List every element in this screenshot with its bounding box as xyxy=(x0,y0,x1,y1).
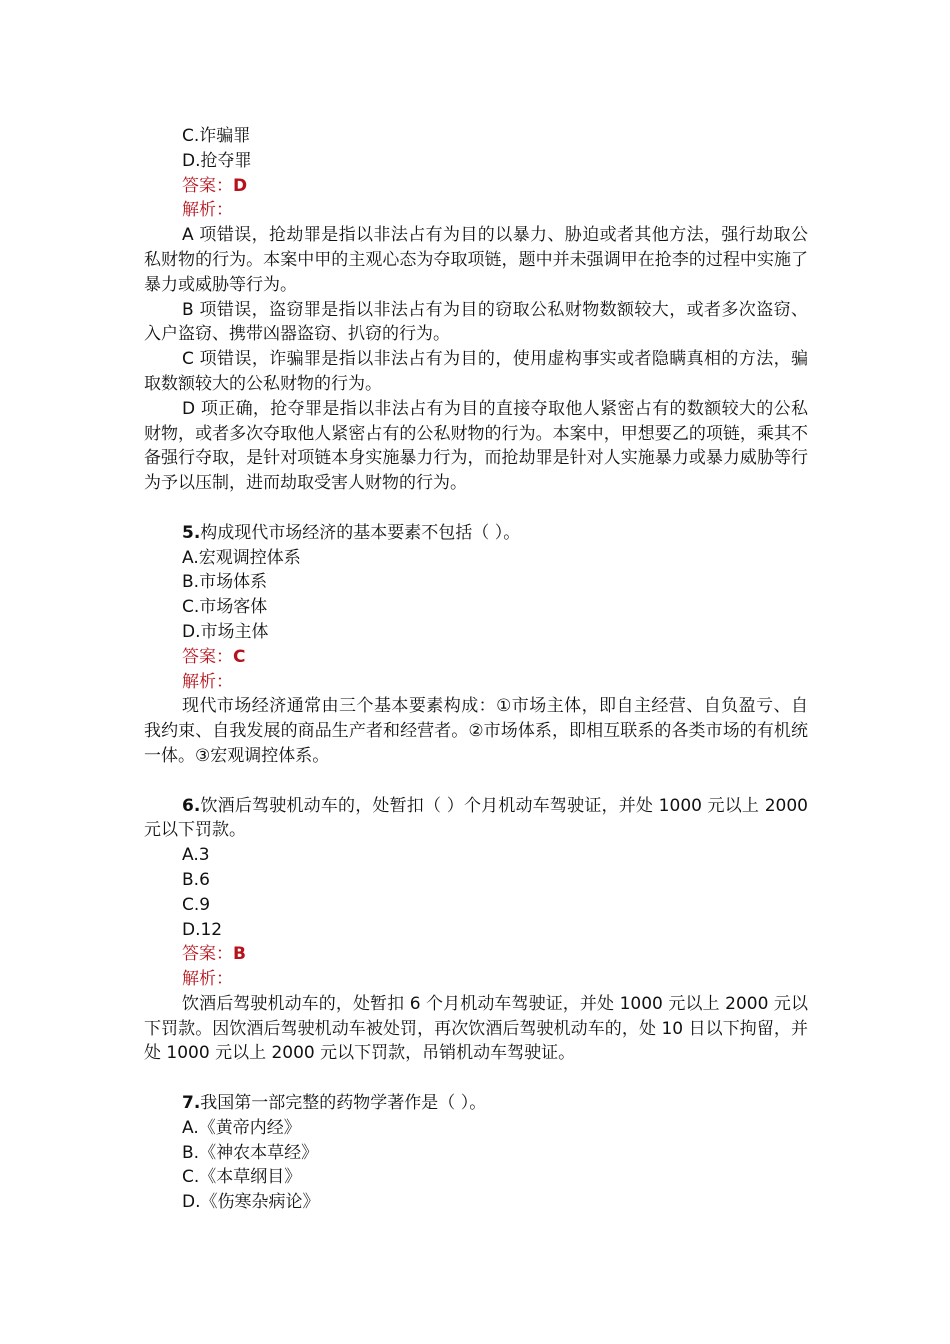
q6-option-b: B.6 xyxy=(182,869,210,890)
question-number: 5. xyxy=(182,522,201,543)
question-text: 饮酒后驾驶机动车的，处暂扣（ ）个月机动车驾驶证，并处 1000 元以上 2000 元以下罚款。 xyxy=(144,795,808,841)
q4-answer xyxy=(144,174,808,199)
question-number: 6. xyxy=(182,795,201,816)
q7-option-c: C.《本草纲目》 xyxy=(182,1167,302,1188)
answer-value: B xyxy=(233,944,246,965)
q6-analysis-label: 解析： xyxy=(182,969,233,990)
q5-option-b: B.市场体系 xyxy=(182,572,268,593)
q5-answer xyxy=(144,645,808,670)
question-text: 构成现代市场经济的基本要素不包括（ ）。 xyxy=(200,522,521,543)
answer-value: C xyxy=(233,646,246,667)
answer-label: 答案： xyxy=(182,175,233,196)
q4-analysis-d: D 项正确，抢夺罪是指以非法占有为目的直接夺取他人紧密占有的数额较大的公私财物，或者多次夺取他人紧密占有的公私财物的行为。本案中，甲想要乙的项链，乘其不备强行夺取，是针对项链本身实施暴力行为，而抢劫罪是针对人实施暴力或暴力威胁等行为予以压制，进而劫取受害人财物的行为。 xyxy=(144,398,808,494)
q5-option-a: A.宏观调控体系 xyxy=(182,547,301,568)
spacer xyxy=(144,1066,808,1091)
q6-analysis: 饮酒后驾驶机动车的，处暂扣 6 个月机动车驾驶证，并处 1000 元以上 2000 元以下罚款。因饮酒后驾驶机动车被处罚，再次饮酒后驾驶机动车的，处 10 日以下拘留，并处 1000 元以上 2000 元以下罚款，吊销机动车驾驶证。 xyxy=(144,993,808,1064)
q7-option-b: B.《神农本草经》 xyxy=(182,1142,319,1163)
document-content xyxy=(144,124,808,1215)
q6-option-c: C.9 xyxy=(182,894,211,915)
answer-label: 答案： xyxy=(182,646,233,667)
answer-label: 答案： xyxy=(182,944,233,965)
q6-option-d: D.12 xyxy=(182,919,223,940)
q7-stem xyxy=(144,1091,808,1116)
q5-analysis: 现代市场经济通常由三个基本要素构成：①市场主体，即自主经营、自负盈亏、自我约束、自我发展的商品生产者和经营者。②市场体系，即相互联系的各类市场的有机统一体。③宏观调控体系。 xyxy=(144,696,808,766)
q4-option-c: C.诈骗罪 xyxy=(182,126,251,146)
q4-analysis-label: 解析： xyxy=(182,200,233,221)
spacer xyxy=(144,769,808,794)
q5-stem xyxy=(144,521,808,546)
question-text: 我国第一部完整的药物学著作是（ ）。 xyxy=(200,1093,487,1114)
q5-option-c: C.市场客体 xyxy=(182,597,268,618)
q7-option-a: A.《黄帝内经》 xyxy=(182,1117,301,1138)
spacer xyxy=(144,496,808,521)
q6-option-a: A.3 xyxy=(182,845,210,866)
q6-stem xyxy=(144,794,808,844)
q5-analysis-label: 解析： xyxy=(182,671,233,692)
q6-answer xyxy=(144,942,808,967)
q4-analysis-a: A 项错误，抢劫罪是指以非法占有为目的以暴力、胁迫或者其他方法，强行劫取公私财物的行为。本案中甲的主观心态为夺取项链，题中并未强调甲在抢李的过程中实施了暴力或威胁等行为。 xyxy=(144,225,808,295)
answer-value: D xyxy=(233,175,248,196)
q7-option-d: D.《伤寒杂病论》 xyxy=(182,1192,320,1213)
q4-analysis-b: B 项错误，盗窃罪是指以非法占有为目的窃取公私财物数额较大，或者多次盗窃、入户盗窃、携带凶器盗窃、扒窃的行为。 xyxy=(144,299,808,345)
question-number: 7. xyxy=(182,1093,201,1114)
q4-option-d: D.抢夺罪 xyxy=(182,150,252,171)
q4-analysis-c: C 项错误，诈骗罪是指以非法占有为目的，使用虚构事实或者隐瞒真相的方法，骗取数额较大的公私财物的行为。 xyxy=(144,349,808,394)
q5-option-d: D.市场主体 xyxy=(182,621,269,642)
